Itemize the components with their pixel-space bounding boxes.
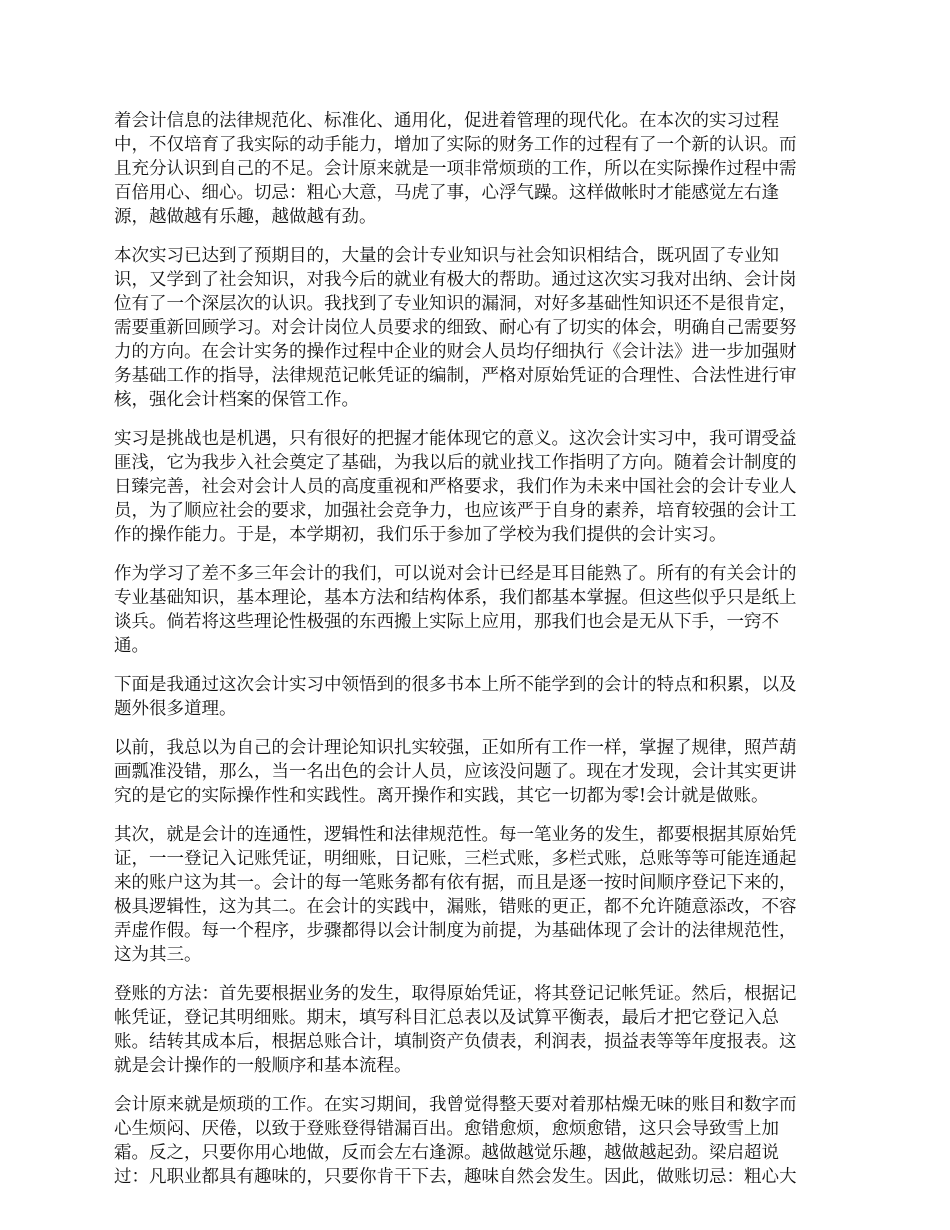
paragraph: 其次，就是会计的连通性，逻辑性和法律规范性。每一笔业务的发生，都要根据其原始凭 证，一一登记入记账凭证，明细账，日记账，三栏式账，多栏式账，总账等等可能连通起 来的账户这为其一。会计的每一笔账务都有依有据，而且是逐一按时间顺序登记下来的， 极具逻辑性，这为其二。在会计的实践中，漏账，错账的更正，都不允许随意添改，不容 弄虚作假。每一个程序，步骤都得以会计制度为前提，为基础体现了会计的法律规范性， 这为其三。 <box>114 825 797 965</box>
document-body <box>114 109 840 1204</box>
paragraph: 以前，我总以为自己的会计理论知识扎实较强，正如所有工作一样，掌握了规律，照芦葫 画瓢准没错，那么，当一名出色的会计人员，应该没问题了。现在才发现，会计其实更讲 究的是它的实际操作性和实践性。离开操作和实践，其它一切都为零!会计就是做账。 <box>114 738 797 806</box>
paragraph: 着会计信息的法律规范化、标准化、通用化，促进着管理的现代化。在本次的实习过程 中，不仅培育了我实际的动手能力，增加了实际的财务工作的过程有了一个新的认识。而 且充分认识到自己的不足。会计原来就是一项非常烦琐的工作，所以在实际操作过程中需 百倍用心、细心。切忌：粗心大意，马虎了事，心浮气躁。这样做帐时才能感觉左右逢 源，越做越有乐趣，越做越有劲。 <box>114 111 797 227</box>
paragraph: 会计原来就是烦琐的工作。在实习期间，我曾觉得整天要对着那枯燥无味的账目和数字而 心生烦闷、厌倦，以致于登账登得错漏百出。愈错愈烦，愈烦愈错，这只会导致雪上加 霜。反之，只要你用心地做，反而会左右逢源。越做越觉乐趣，越做越起劲。梁启超说 过：凡职业都具有趣味的，只要你肯干下去，趣味自然会发生。因此，做账切忌：粗心大 <box>114 1095 797 1187</box>
paragraph: 实习是挑战也是机遇，只有很好的把握才能体现它的意义。这次会计实习中，我可谓受益 匪浅，它为我步入社会奠定了基础，为我以后的就业找工作指明了方向。随着会计制度的 日臻完善，社会对会计人员的高度重视和严格要求，我们作为未来中国社会的会计专业人 员，为了顺应社会的要求，加强社会竞争力，也应该严于自身的素养，培育较强的会计工 作的操作能力。于是，本学期初，我们乐于参加了学校为我们提供的会计实习。 <box>114 429 797 545</box>
paragraph: 作为学习了差不多三年会计的我们，可以说对会计已经是耳目能熟了。所有的有关会计的 专业基础知识，基本理论，基本方法和结构体系，我们都基本掌握。但这些似乎只是纸上 谈兵。倘若将这些理论性极强的东西搬上实际上应用，那我们也会是无从下手，一窍不 通。 <box>114 564 797 656</box>
paragraph: 本次实习已达到了预期目的，大量的会计专业知识与社会知识相结合，既巩固了专业知 识，又学到了社会知识，对我今后的就业有极大的帮助。通过这次实习我对出纳、会计岗 位有了一个深层次的认识。我找到了专业知识的漏洞，对好多基础性知识还不是很肯定， 需要重新回顾学习。对会计岗位人员要求的细致、耐心有了切实的体会，明确自己需要努 力的方向。在会计实务的操作过程中企业的财会人员均仔细执行《会计法》进一步加强财 务基础工作的指导，法律规范记帐凭证的编制，严格对原始凭证的合理性、合法性进行审 核，强化会计档案的保管工作。 <box>114 246 797 410</box>
paragraph: 下面是我通过这次会计实习中领悟到的很多书本上所不能学到的会计的特点和积累，以及 题外很多道理。 <box>114 675 797 719</box>
paragraph: 登账的方法：首先要根据业务的发生，取得原始凭证，将其登记记帐凭证。然后，根据记 帐凭证，登记其明细账。期末，填写科目汇总表以及试算平衡表，最后才把它登记入总 账。结转其成本后，根据总账合计，填制资产负债表，利润表，损益表等等年度报表。这 就是会计操作的一般顺序和基本流程。 <box>114 984 797 1076</box>
